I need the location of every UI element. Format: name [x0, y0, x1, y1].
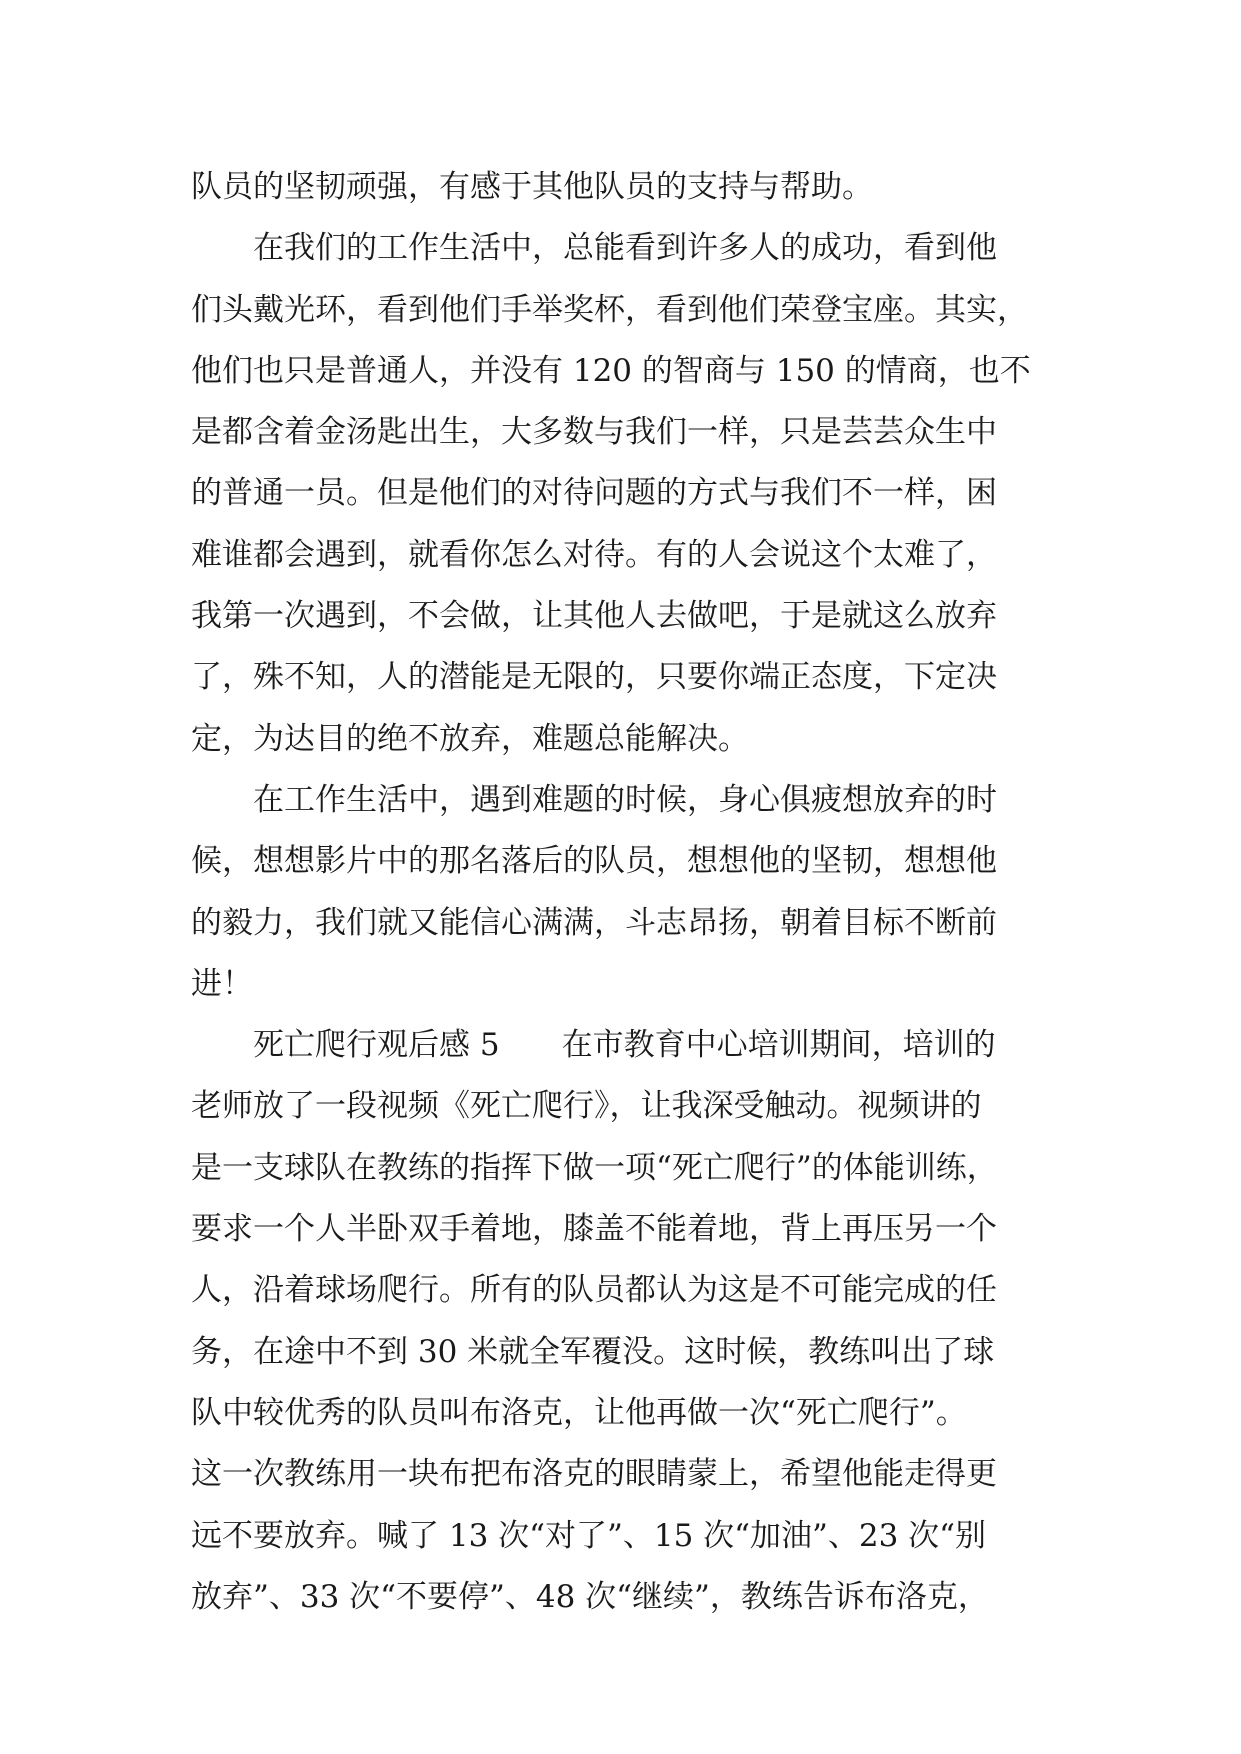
text-line: 务，在途中不到 30 米就全军覆没。这时候，教练叫出了球: [191, 1333, 995, 1370]
body-text: [191, 157, 1071, 1628]
text-line: 是一支球队在教练的指挥下做一项“死亡爬行”的体能训练，: [191, 1149, 998, 1186]
text-line: 在工作生活中，遇到难题的时候，身心俱疲想放弃的时: [191, 781, 997, 818]
text-line: 死亡爬行观后感 5 在市教育中心培训期间，培训的: [191, 1027, 996, 1064]
text-line: 候，想想影片中的那名落后的队员，想想他的坚韧，想想他: [191, 843, 997, 880]
text-line: 们头戴光环，看到他们手举奖杯，看到他们荣登宝座。其实，: [191, 291, 1028, 328]
text-line: 的普通一员。但是他们的对待问题的方式与我们不一样，困: [191, 475, 997, 512]
text-line: 的毅力，我们就又能信心满满，斗志昂扬，朝着目标不断前: [191, 904, 997, 941]
text-line: 他们也只是普通人，并没有 120 的智商与 150 的情商，也不: [191, 352, 1031, 389]
text-line: 我第一次遇到，不会做，让其他人去做吧，于是就这么放弃: [191, 598, 997, 635]
text-line: 了，殊不知，人的潜能是无限的，只要你端正态度，下定决: [191, 659, 997, 696]
text-line: 人，沿着球场爬行。所有的队员都认为这是不可能完成的任: [191, 1272, 997, 1309]
text-line: 队员的坚韧顽强，有感于其他队员的支持与帮助。: [191, 169, 873, 205]
text-line: 放弃”、33 次“不要停”、48 次“继续”，教练告诉布洛克，: [191, 1578, 989, 1615]
text-line: 定，为达目的绝不放弃，难题总能解决。: [191, 720, 749, 757]
text-line: 是都含着金汤匙出生，大多数与我们一样，只是芸芸众生中: [191, 414, 997, 451]
text-line: 这一次教练用一块布把布洛克的眼睛蒙上，希望他能走得更: [191, 1456, 997, 1493]
text-line: 难谁都会遇到，就看你怎么对待。有的人会说这个太难了，: [191, 536, 997, 573]
text-line: 队中较优秀的队员叫布洛克，让他再做一次“死亡爬行”。: [191, 1394, 967, 1431]
text-line: 要求一个人半卧双手着地，膝盖不能着地，背上再压另一个: [191, 1211, 997, 1248]
text-line: 老师放了一段视频《死亡爬行》，让我深受触动。视频讲的: [191, 1088, 982, 1125]
text-line: 进！: [191, 965, 253, 1002]
text-line: 远不要放弃。喊了 13 次“对了”、15 次“加油”、23 次“别: [191, 1517, 986, 1554]
text-line: 在我们的工作生活中，总能看到许多人的成功，看到他: [191, 230, 997, 267]
